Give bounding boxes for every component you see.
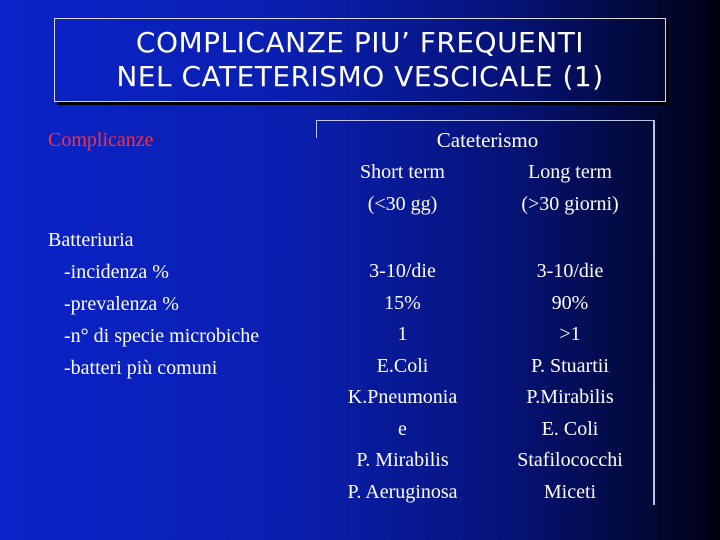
long-value: P. Stuartii <box>531 354 609 377</box>
row-label-batteri: -batteri più comuni <box>64 357 218 379</box>
long-term-values <box>485 220 655 505</box>
long-term-range: (>30 giorni) <box>521 193 619 215</box>
short-value: 1 <box>397 323 408 345</box>
short-term-values <box>320 220 485 505</box>
long-value: Stafilococchi <box>517 449 623 471</box>
long-value: P.Mirabilis <box>526 386 614 408</box>
table-border-top <box>316 120 655 121</box>
short-value: 3-10/die <box>369 260 436 282</box>
row-labels <box>40 220 320 505</box>
long-value: E. Coli <box>541 417 599 440</box>
header-cateterismo: Cateterismo <box>436 128 539 152</box>
long-value: Miceti <box>543 480 597 503</box>
long-value: >1 <box>559 323 581 345</box>
short-value: P. Aeruginosa <box>347 480 458 503</box>
row-heading: Batteriuria <box>48 229 134 251</box>
short-value: 15% <box>384 291 421 314</box>
slide-title <box>54 18 666 102</box>
complications-table <box>40 120 655 505</box>
short-term-label: Short term <box>360 161 445 183</box>
long-term-label: Long term <box>528 161 612 183</box>
short-value: e <box>398 417 407 440</box>
short-value: E.Coli <box>376 354 429 377</box>
header-short-term <box>320 156 485 220</box>
row-label-incidenza: -incidenza % <box>64 261 169 283</box>
long-value: 90% <box>551 291 589 314</box>
title-line-2: NEL CATETERISMO VESCICALE (1) <box>116 60 604 93</box>
short-value: K.Pneumonia <box>347 386 458 408</box>
header-complicanze: Complicanze <box>48 129 154 151</box>
title-line-1: COMPLICANZE PIU’ FREQUENTI <box>135 26 585 59</box>
short-term-range: (<30 gg) <box>367 193 438 215</box>
row-label-prevalenza: -prevalenza % <box>64 293 179 315</box>
header-long-term <box>485 156 655 220</box>
long-value: 3-10/die <box>536 260 604 282</box>
row-label-specie: -n° di specie microbiche <box>64 325 260 347</box>
short-value: P. Mirabilis <box>356 449 449 471</box>
